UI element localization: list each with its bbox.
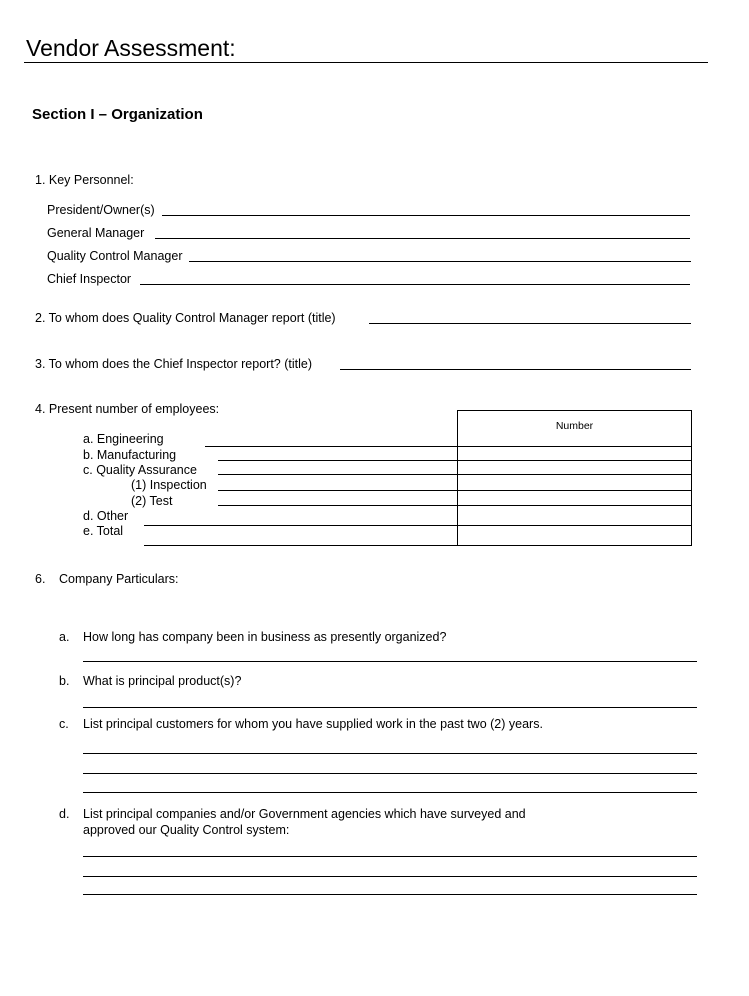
q2-line xyxy=(369,323,691,324)
president-owner-input[interactable] xyxy=(164,201,688,215)
q6d-answer-line-1 xyxy=(83,856,697,857)
q6b-text: What is principal product(s)? xyxy=(83,674,242,688)
chief-inspector-input[interactable] xyxy=(142,270,688,284)
employee-engineering-input[interactable] xyxy=(460,447,689,459)
employee-other-total-input[interactable] xyxy=(460,527,689,544)
employee-row-total-label: e. Total xyxy=(83,524,124,538)
employee-row-quality-assurance-label: c. Quality Assurance xyxy=(83,463,197,477)
q4-label: 4. Present number of employees: xyxy=(35,402,220,416)
q6c-answer-line-2 xyxy=(83,773,697,774)
q6c-answer-line-3 xyxy=(83,792,697,793)
q6d-text-line-2: approved our Quality Control system: xyxy=(83,823,290,837)
q3-line xyxy=(340,369,691,370)
employee-row-other-line xyxy=(144,525,692,526)
q6b-answer-line xyxy=(83,707,697,708)
general-manager-line xyxy=(155,238,690,239)
employee-inspection-input[interactable] xyxy=(460,491,689,504)
q2-input[interactable] xyxy=(371,309,689,323)
number-column-header: Number xyxy=(555,420,594,432)
q6-number: 6. xyxy=(35,572,46,586)
document-title: Vendor Assessment: xyxy=(26,35,236,61)
employee-row-inspection-label: (1) Inspection xyxy=(131,478,207,492)
employee-row-other-label: d. Other xyxy=(83,509,129,523)
q6c-answer-line-1 xyxy=(83,753,697,754)
q6d-text-line-1: List principal companies and/or Government agencies which have surveyed and xyxy=(83,807,526,821)
section-title: Section I – Organization xyxy=(32,106,203,123)
employee-row-manufacturing-label: b. Manufacturing xyxy=(83,448,177,462)
q6a-text: How long has company been in business as presently organized? xyxy=(83,630,447,644)
q6-label: Company Particulars: xyxy=(59,572,179,586)
q6a-answer-line xyxy=(83,661,697,662)
quality-control-manager-line xyxy=(189,261,691,262)
general-manager-label: General Manager xyxy=(47,226,145,240)
president-owner-label: President/Owner(s) xyxy=(47,203,155,217)
employee-row-quality-assurance-line xyxy=(218,474,692,475)
q6c-answer-input-2[interactable] xyxy=(85,758,695,772)
q2-label: 2. To whom does Quality Control Manager report (title) xyxy=(35,311,336,325)
q6a-letter: a. xyxy=(59,630,70,644)
employee-manufacturing-input[interactable] xyxy=(460,461,689,473)
chief-inspector-line xyxy=(140,284,690,285)
q6d-letter: d. xyxy=(59,807,70,821)
q6c-text: List principal customers for whom you have supplied work in the past two (2) years. xyxy=(83,717,543,731)
q6b-answer-input[interactable] xyxy=(85,692,695,706)
employee-row-total-line xyxy=(144,545,692,546)
q6d-answer-line-2 xyxy=(83,876,697,877)
title-underline xyxy=(24,62,708,63)
q6d-answer-input-2[interactable] xyxy=(85,861,695,875)
chief-inspector-label: Chief Inspector xyxy=(47,272,132,286)
q3-label: 3. To whom does the Chief Inspector report? (title) xyxy=(35,357,312,371)
q6d-answer-input-3[interactable] xyxy=(85,879,695,893)
q6b-letter: b. xyxy=(59,674,70,688)
q6a-answer-input[interactable] xyxy=(85,646,695,660)
q6d-answer-line-3 xyxy=(83,894,697,895)
q6c-letter: c. xyxy=(59,717,69,731)
employee-row-engineering-label: a. Engineering xyxy=(83,432,164,446)
employee-row-test-label: (2) Test xyxy=(131,494,173,508)
employee-test-input[interactable] xyxy=(460,507,689,524)
employee-quality-assurance-input[interactable] xyxy=(460,476,689,489)
q6c-answer-input-3[interactable] xyxy=(85,777,695,791)
employee-row-test-line xyxy=(218,505,692,506)
quality-control-manager-label: Quality Control Manager xyxy=(47,249,183,263)
q6c-answer-input-1[interactable] xyxy=(85,738,695,752)
general-manager-input[interactable] xyxy=(157,224,688,238)
q1-label: 1. Key Personnel: xyxy=(35,173,134,187)
president-owner-line xyxy=(162,215,690,216)
q6d-answer-input-1[interactable] xyxy=(85,841,695,855)
q3-input[interactable] xyxy=(342,355,689,369)
quality-control-manager-input[interactable] xyxy=(191,247,689,261)
